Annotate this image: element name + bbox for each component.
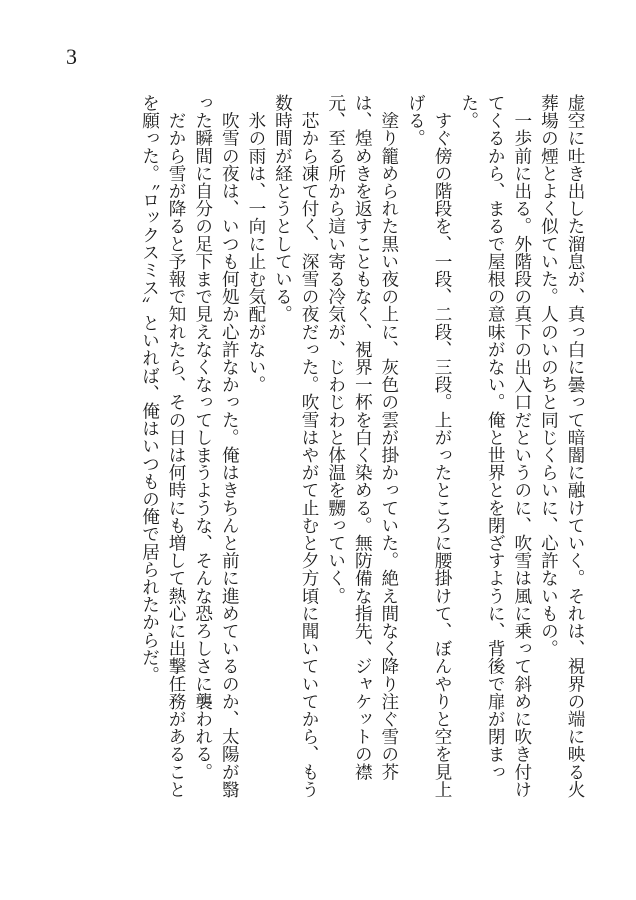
paragraph: 塗り籠められた黒い夜の上に、灰色の雲が掛かっていた。絶え間なく降り注ぐ雪の芥は、煌めきを返すこともなく、視界一杯を白く染める。無防備な指先、ジャケットの襟元、至る所から這い寄る冷気が、じわじわと体温を嬲っていく。: [325, 94, 399, 781]
paragraph: すぐ傍の階段を、一段、二段、三段。上がったところに腰掛けて、ぼんやりと空を見上げる。: [405, 94, 453, 798]
paragraph: だから雪が降ると予報で知れたら、その日は何時にも増して熱心に出撃任務があることを願った。〝ロックスミス〟といれば、俺はいつもの俺で居られたからだ。: [139, 94, 187, 798]
paragraph: 氷の雨は、一向に止む気配がない。: [245, 94, 266, 394]
paragraph: 芯から凍て付く、深雪の夜だった。吹雪はやがて止むと夕方頃に聞いていてから、もう数時間が経とうとしている。: [272, 94, 320, 798]
paragraph: 一歩前に出る。外階段の真下の出入口だというのに、吹雪は風に乗って斜めに吹き付けてくるから、まるで屋根の意味がない。俺と世界とを閉ざすように、背後で扉が閉まった。: [458, 94, 532, 798]
page-number: 3: [66, 44, 77, 69]
paragraph: 吹雪の夜は、いつも何処か心許なかった。俺はきちんと前に進めているのか、太陽が翳った瞬間に自分の足下まで見えなくなってしまうような、そんな恐ろしさに襲われる。: [192, 94, 240, 798]
paragraph: 虚空に吐き出した溜息が、真っ白に曇って暗闇に融けていく。それは、視界の端に映る火葬場の煙とよく似ていた。人のいのちと同じくらいに、心許ないもの。: [538, 94, 585, 798]
body-text: [68, 94, 588, 814]
